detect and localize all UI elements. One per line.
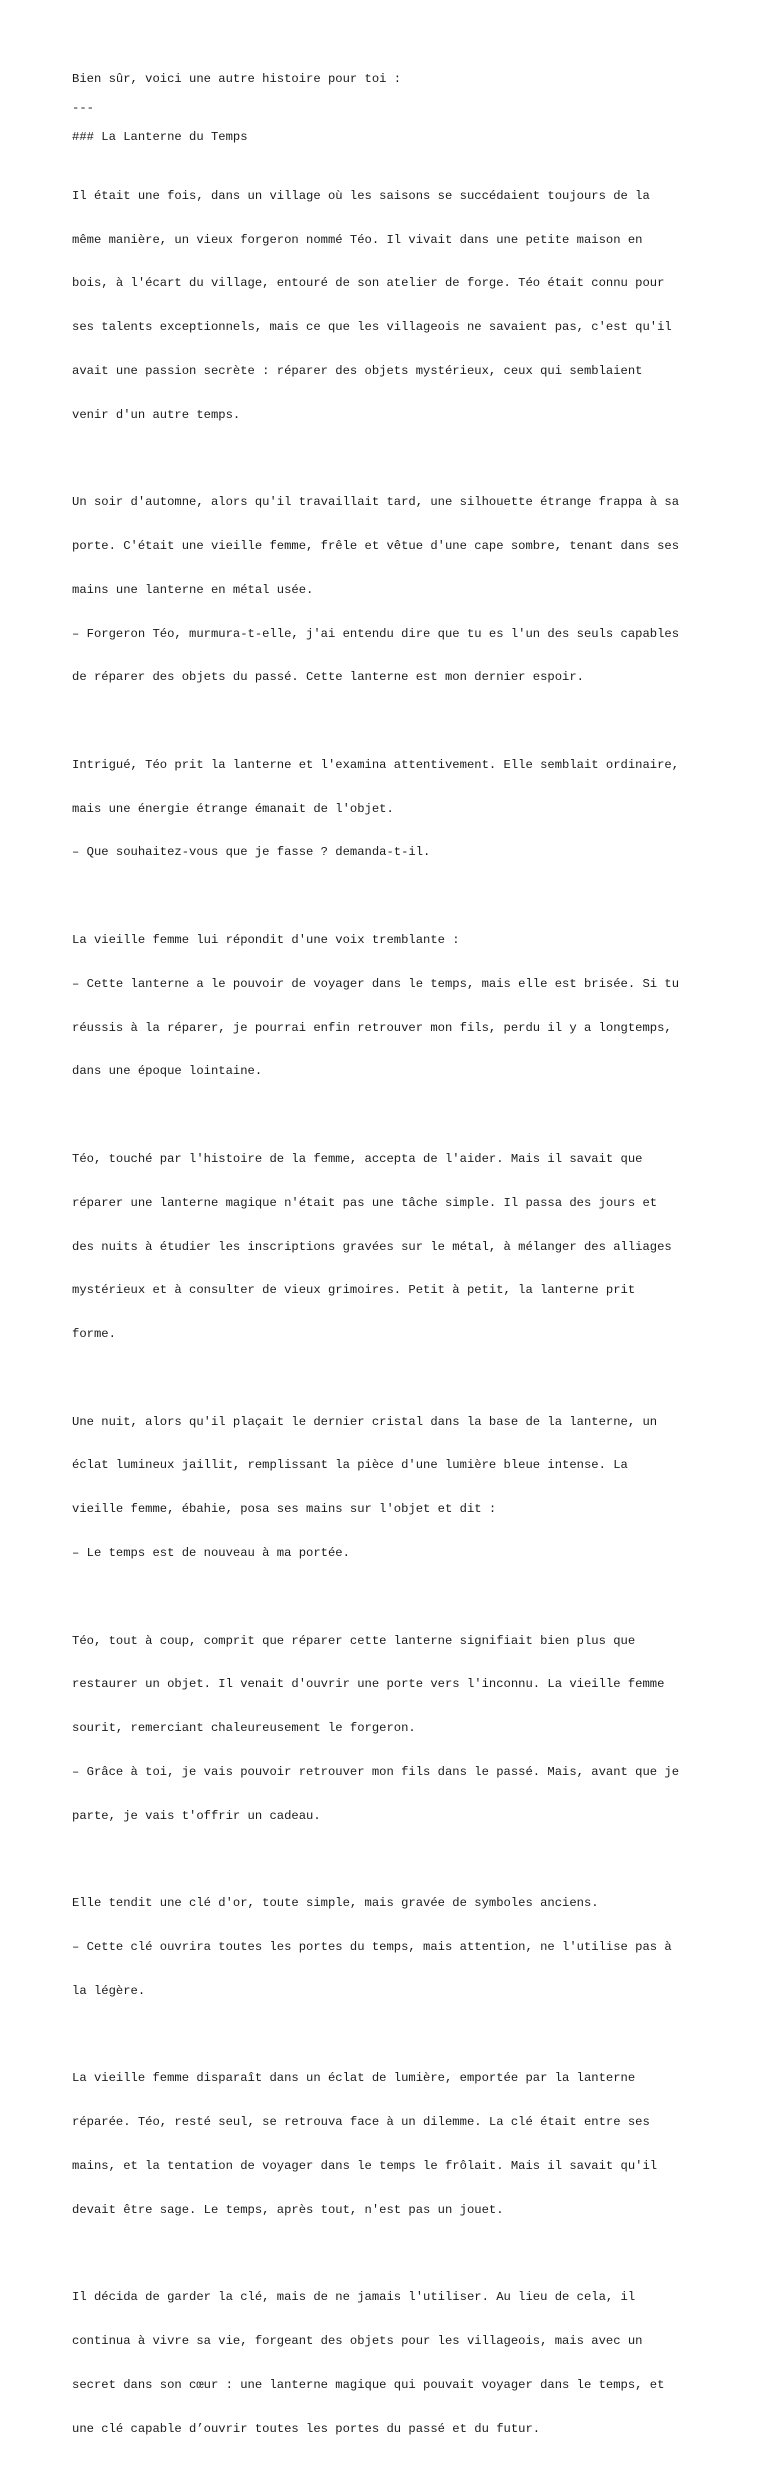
paragraph-2 — [72, 466, 712, 714]
text-line: des nuits à étudier les inscriptions gravées sur le métal, à mélanger des alliages — [72, 1239, 672, 1254]
text-line: forme. — [72, 1327, 116, 1342]
text-line: venir d'un autre temps. — [72, 407, 241, 422]
intro-line: Bien sûr, voici une autre histoire pour toi : — [72, 72, 402, 86]
text-line: – Cette clé ouvrira toutes les portes du temps, mais attention, ne l'utilise pas à — [72, 1940, 672, 1954]
text-line: dans une époque lointaine. — [72, 1064, 263, 1079]
text-line: – Que souhaitez-vous que je fasse ? demanda-t-il. — [72, 845, 431, 860]
text-line: Il était une fois, dans un village où les saisons se succédaient toujours de la — [72, 188, 650, 203]
text-line: de réparer des objets du passé. Cette lanterne est mon dernier espoir. — [72, 670, 584, 685]
paragraph-6 — [72, 1385, 712, 1589]
text-line: – Cette lanterne a le pouvoir de voyager dans le temps, mais elle est brisée. Si tu — [72, 976, 680, 991]
text-line: – Forgeron Téo, murmura-t-elle, j'ai entendu dire que tu es l'un des seuls capables — [72, 626, 680, 641]
text-line: parte, je vais t'offrir un cadeau. — [72, 1808, 321, 1823]
separator-line: --- — [72, 101, 94, 116]
paragraph-10 — [72, 2261, 712, 2465]
paragraph-4 — [72, 904, 712, 1108]
paragraph-9 — [72, 2042, 712, 2246]
text-line: – Le temps est de nouveau à ma portée. — [72, 1545, 350, 1560]
text-line: vieille femme, ébahie, posa ses mains sur l'objet et dit : — [72, 1502, 497, 1517]
text-line: continua à vivre sa vie, forgeant des objets pour les villageois, mais avec un — [72, 2334, 643, 2349]
text-line: bois, à l'écart du village, entouré de son atelier de forge. Téo était connu pour — [72, 276, 665, 291]
paragraph-7 — [72, 1604, 712, 1852]
document-page — [72, 72, 712, 2480]
text-line: Téo, tout à coup, comprit que réparer cette lanterne signifiait bien plus que — [72, 1633, 636, 1648]
text-line: éclat lumineux jaillit, remplissant la pièce d'une lumière bleue intense. La — [72, 1458, 628, 1473]
paragraph-1 — [72, 160, 712, 452]
text-line: mains, et la tentation de voyager dans le temps le frôlait. Mais il savait qu'il — [72, 2158, 658, 2173]
text-line: porte. C'était une vieille femme, frêle et vêtue d'une cape sombre, tenant dans ses — [72, 539, 680, 553]
text-line: mains une lanterne en métal usée. — [72, 582, 314, 597]
text-line: réussis à la réparer, je pourrai enfin retrouver mon fils, perdu il y a longtemps, — [72, 1020, 672, 1035]
text-line: sourit, remerciant chaleureusement le forgeron. — [72, 1721, 416, 1736]
text-line: réparée. Téo, resté seul, se retrouva face à un dilemme. La clé était entre ses — [72, 2115, 650, 2130]
text-line: La vieille femme lui répondit d'une voix tremblante : — [72, 933, 460, 948]
story-heading: ### La Lanterne du Temps — [72, 130, 248, 145]
text-line: réparer une lanterne magique n'était pas une tâche simple. Il passa des jours et — [72, 1195, 658, 1210]
paragraph-8 — [72, 1867, 712, 2028]
text-line: une clé capable d’ouvrir toutes les portes du passé et du futur. — [72, 2421, 541, 2436]
text-line: – Grâce à toi, je vais pouvoir retrouver mon fils dans le passé. Mais, avant que je — [72, 1764, 680, 1779]
text-line: secret dans son cœur : une lanterne magique qui pouvait voyager dans le temps, et — [72, 2377, 665, 2392]
text-line: mais une énergie étrange émanait de l'objet. — [72, 801, 394, 816]
text-line: Téo, touché par l'histoire de la femme, accepta de l'aider. Mais il savait que — [72, 1151, 643, 1166]
text-line: même manière, un vieux forgeron nommé Téo. Il vivait dans une petite maison en — [72, 232, 643, 247]
text-line: Un soir d'automne, alors qu'il travaillait tard, une silhouette étrange frappa à sa — [72, 495, 680, 510]
text-line: Une nuit, alors qu'il plaçait le dernier cristal dans la base de la lanterne, un — [72, 1414, 658, 1429]
text-line: ses talents exceptionnels, mais ce que les villageois ne savaient pas, c'est qu'il — [72, 320, 672, 335]
text-line: La vieille femme disparaît dans un éclat de lumière, emportée par la lanterne — [72, 2071, 636, 2086]
text-line: la légère. — [72, 1983, 146, 1998]
paragraph-5 — [72, 1123, 712, 1371]
text-line: mystérieux et à consulter de vieux grimoires. Petit à petit, la lanterne prit — [72, 1283, 636, 1298]
text-line: Elle tendit une clé d'or, toute simple, mais gravée de symboles anciens. — [72, 1896, 599, 1911]
text-line: Intrigué, Téo prit la lanterne et l'examina attentivement. Elle semblait ordinaire, — [72, 757, 680, 772]
text-line: devait être sage. Le temps, après tout, n'est pas un jouet. — [72, 2202, 504, 2217]
text-line: avait une passion secrète : réparer des objets mystérieux, ceux qui semblaient — [72, 363, 643, 378]
paragraph-3 — [72, 729, 712, 890]
text-line: Il décida de garder la clé, mais de ne jamais l'utiliser. Au lieu de cela, il — [72, 2290, 636, 2305]
text-line: restaurer un objet. Il venait d'ouvrir une porte vers l'inconnu. La vieille femme — [72, 1677, 665, 1692]
